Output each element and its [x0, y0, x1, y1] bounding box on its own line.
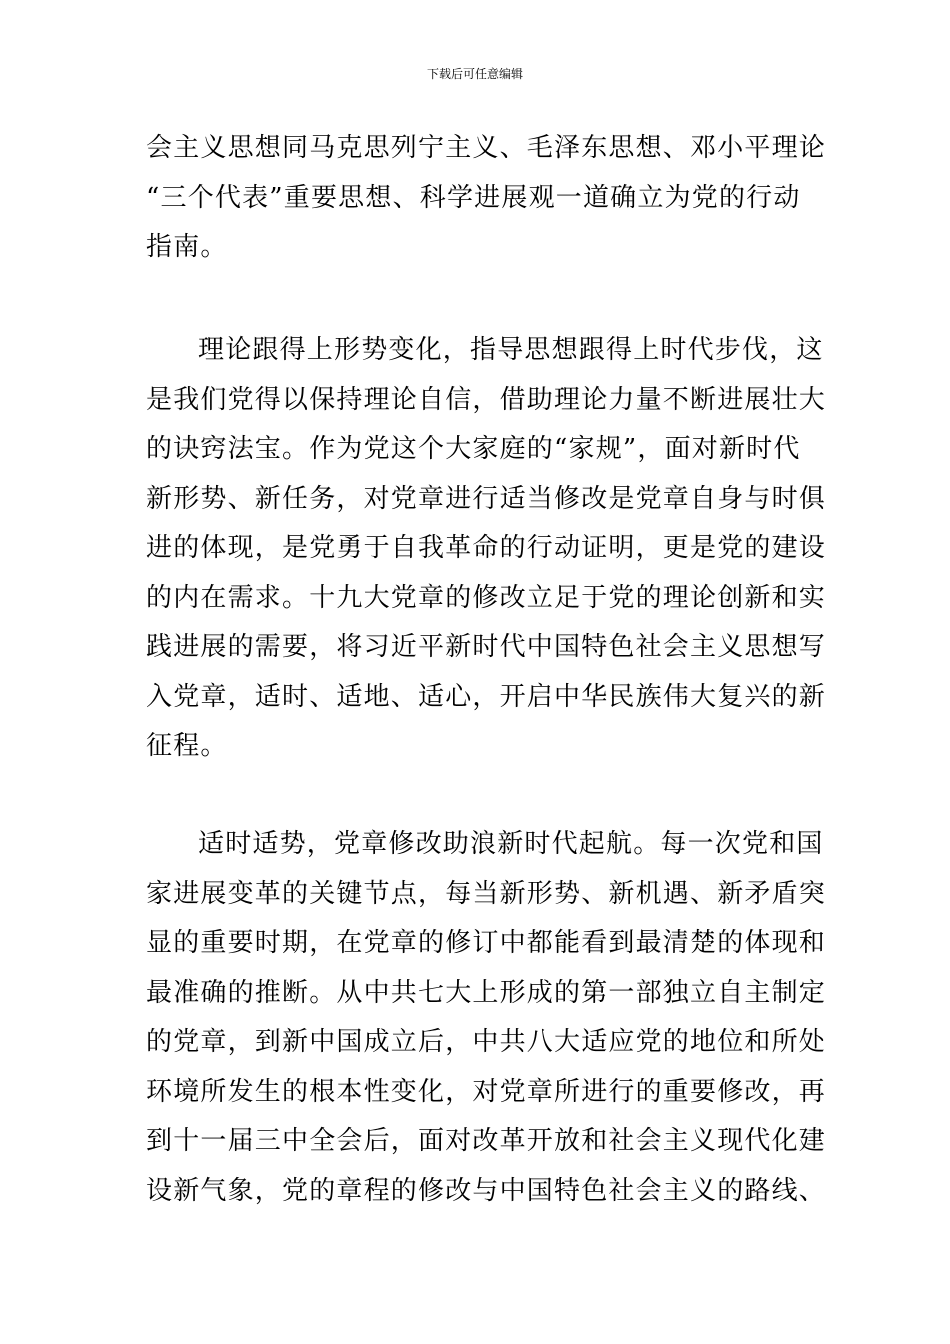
paragraph-2	[146, 326, 827, 772]
page-header: 下载后可任意编辑	[426, 67, 523, 81]
text-line: 到十一届三中全会后，面对改革开放和社会主义现代化建	[146, 1126, 827, 1156]
text-line: 显的重要时期，在党章的修订中都能看到最清楚的体现和	[146, 928, 827, 958]
text-line: 的内在需求。十九大党章的修改立足于党的理论创新和实	[146, 582, 827, 613]
text-line: 入党章，适时、适地、适心，开启中华民族伟大复兴的新	[146, 681, 827, 712]
text-line: 新形势、新任务，对党章进行适当修改是党章自身与时俱	[146, 483, 827, 514]
paragraph-3	[146, 820, 827, 1216]
text-line: 征程。	[146, 731, 228, 761]
text-line: 家进展变革的关键节点，每当新形势、新机遇、新矛盾突	[146, 878, 827, 909]
text-line: 会主义思想同马克思列宁主义、毛泽东思想、邓小平理论	[146, 133, 827, 163]
text-line: 适时适势，党章修改助浪新时代起航。每一次党和国	[198, 829, 824, 859]
text-line: 践进展的需要，将习近平新时代中国特色社会主义思想写	[146, 632, 827, 662]
text-line: “三个代表”重要思想、科学进展观一道确立为党的行动	[146, 182, 801, 213]
text-line: 的诀窍法宝。作为党这个大家庭的“家规”，面对新时代	[146, 434, 801, 464]
text-line: 最准确的推断。从中共七大上形成的第一部独立自主制定	[146, 977, 827, 1008]
text-line: 理论跟得上形势变化，指导思想跟得上时代步伐，这	[198, 335, 824, 365]
paragraph-1	[146, 124, 827, 273]
text-line: 指南。	[146, 232, 228, 262]
text-line: 设新气象，党的章程的修改与中国特色社会主义的路线、	[146, 1175, 827, 1206]
text-line: 进的体现，是党勇于自我革命的行动证明，更是党的建设	[146, 533, 827, 563]
text-line: 是我们党得以保持理论自信，借助理论力量不断进展壮大	[146, 384, 827, 415]
text-line: 的党章，到新中国成立后，中共八大适应党的地位和所处	[146, 1027, 827, 1057]
text-line: 环境所发生的根本性变化，对党章所进行的重要修改，再	[146, 1076, 827, 1107]
